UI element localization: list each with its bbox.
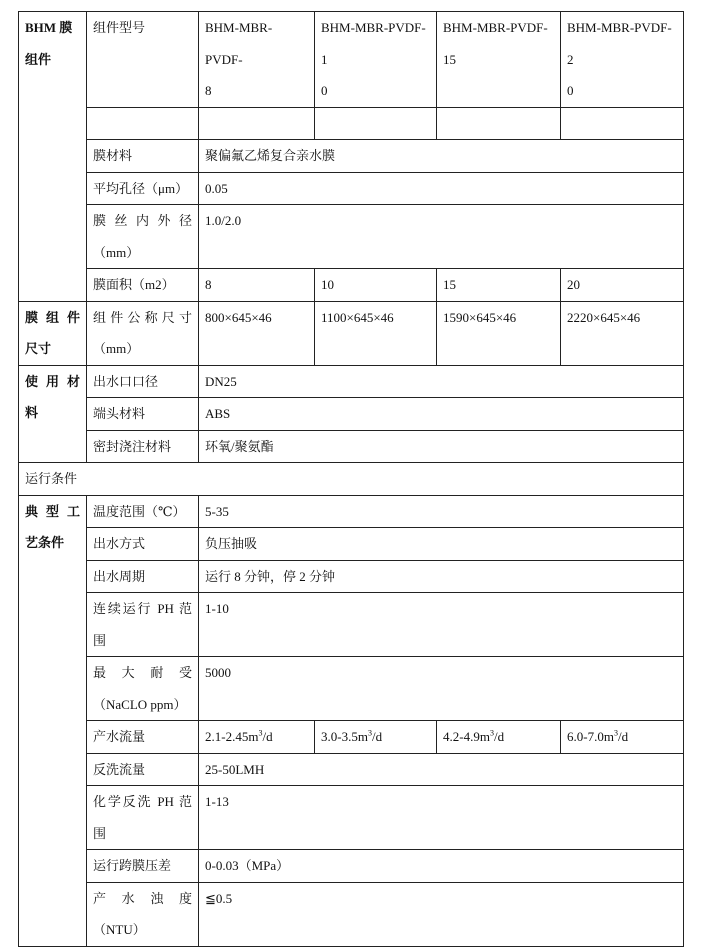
group-materials-line2: 料 (25, 405, 39, 420)
table-row-temperature (19, 495, 684, 528)
flow-rate-unit: m (603, 729, 614, 744)
model-value-20-line1: BHM-MBR-PVDF-2 (567, 20, 672, 67)
model-value-10-line2: 0 (321, 83, 328, 98)
flow-rate-unit-sup: 3 (258, 728, 263, 738)
max-naclo-label-line1: 最 大 耐 受 (93, 665, 192, 680)
empty-cell (315, 107, 437, 140)
chemical-ph-label (87, 786, 199, 850)
flow-rate-value (315, 721, 437, 754)
model-value-20-line2: 0 (567, 83, 574, 98)
continuous-ph-value: 1-10 (199, 593, 684, 657)
membrane-material-value: 聚偏氟乙烯复合亲水膜 (199, 140, 684, 173)
flow-rate-unit: m (248, 729, 259, 744)
table-row-chemical-ph (19, 786, 684, 850)
flow-rate-unit: m (479, 729, 490, 744)
flow-rate-unit-sup: 3 (367, 728, 372, 738)
turbidity-label-line2: （NTU） (93, 922, 146, 937)
table-row-membrane-area (19, 269, 684, 302)
model-value-8 (199, 12, 315, 108)
table-row-continuous-ph (19, 593, 684, 657)
table-row-membrane-material (19, 140, 684, 173)
group-process-line2: 艺条件 (25, 535, 65, 550)
fiber-diameter-label-line1: 膜 丝 内 外 径 (93, 213, 192, 228)
fiber-diameter-label-line2: （mm） (93, 244, 140, 260)
max-naclo-value: 5000 (199, 657, 684, 721)
model-value-15-line1: BHM-MBR-PVDF-15 (443, 20, 548, 67)
fiber-diameter-label (87, 205, 199, 269)
temperature-label: 温度范围（℃） (87, 495, 199, 528)
nominal-size-value: 1100×645×46 (315, 301, 437, 365)
table-row-discharge-cycle (19, 560, 684, 593)
group-operating: 运行条件 (19, 463, 684, 496)
table-row-empty (19, 107, 684, 140)
backwash-flow-label: 反洗流量 (87, 753, 199, 786)
membrane-area-label: 膜面积（m2） (87, 269, 199, 302)
flow-rate-unit-suffix: /d (493, 729, 505, 744)
flow-rate-value (561, 721, 684, 754)
group-size-line2: 尺寸 (25, 341, 52, 356)
pore-size-label: 平均孔径（μm） (87, 172, 199, 205)
table-row-end-material (19, 398, 684, 431)
table-row-model (19, 12, 684, 108)
flow-rate-number: 4.2-4.9 (443, 729, 480, 744)
table-row-discharge-mode (19, 528, 684, 561)
membrane-area-value: 8 (199, 269, 315, 302)
flow-rate-unit-suffix: /d (371, 729, 383, 744)
model-value-10-line1: BHM-MBR-PVDF-1 (321, 20, 426, 67)
end-material-label: 端头材料 (87, 398, 199, 431)
outlet-diameter-label: 出水口口径 (87, 365, 199, 398)
group-process-line1: 典 型 工 (25, 503, 80, 519)
empty-cell (199, 107, 315, 140)
turbidity-label-line1: 产 水 浊 度 (93, 890, 192, 906)
continuous-ph-label-line1: 连续运行 PH 范 (93, 601, 192, 616)
flow-rate-unit-suffix: /d (617, 729, 629, 744)
table-row-tmp (19, 850, 684, 883)
table-row-outlet-diameter (19, 365, 684, 398)
flow-rate-label: 产水流量 (87, 721, 199, 754)
turbidity-label (87, 882, 199, 946)
tmp-value: 0-0.03（MPa） (199, 850, 684, 883)
empty-cell (561, 107, 684, 140)
nominal-size-label-line2: （mm） (93, 341, 140, 356)
table-row-nominal-size (19, 301, 684, 365)
model-label: 组件型号 (87, 12, 199, 108)
model-value-8-line1: BHM-MBR-PVDF- (205, 20, 273, 67)
table-row-backwash-flow (19, 753, 684, 786)
membrane-area-value: 10 (315, 269, 437, 302)
spec-table (18, 11, 684, 947)
group-size (19, 301, 87, 365)
flow-rate-number: 6.0-7.0 (567, 729, 604, 744)
turbidity-value: ≦0.5 (199, 882, 684, 946)
group-module-line2: 组件 (25, 51, 52, 67)
flow-rate-number: 2.1-2.45 (205, 729, 249, 744)
continuous-ph-label-line2: 围 (93, 632, 107, 648)
temperature-value: 5-35 (199, 495, 684, 528)
flow-rate-unit-suffix: /d (262, 729, 273, 744)
group-module-line1: BHM 膜 (25, 20, 73, 35)
nominal-size-value: 2220×645×46 (561, 301, 684, 365)
discharge-cycle-value: 运行 8 分钟，停 2 分钟 (199, 560, 684, 593)
model-value-10 (315, 12, 437, 108)
chemical-ph-label-line1: 化学反洗 PH 范 (93, 794, 192, 809)
nominal-size-label (87, 301, 199, 365)
flow-rate-unit-sup: 3 (613, 728, 618, 738)
flow-rate-unit-sup: 3 (489, 728, 494, 738)
model-value-8-line2: 8 (205, 83, 212, 98)
fiber-diameter-value: 1.0/2.0 (199, 205, 684, 269)
group-materials (19, 365, 87, 463)
membrane-area-value: 15 (437, 269, 561, 302)
backwash-flow-value: 25-50LMH (199, 753, 684, 786)
tmp-label: 运行跨膜压差 (87, 850, 199, 883)
continuous-ph-label (87, 593, 199, 657)
discharge-cycle-label: 出水周期 (87, 560, 199, 593)
max-naclo-label-line2: （NaCLO ppm） (93, 696, 187, 712)
table-row-max-naclo (19, 657, 684, 721)
group-process (19, 495, 87, 946)
table-row-turbidity (19, 882, 684, 946)
empty-cell (87, 107, 199, 140)
flow-rate-unit: m (357, 729, 368, 744)
max-naclo-label (87, 657, 199, 721)
table-row-flow-rate (19, 721, 684, 754)
model-value-20 (561, 12, 684, 108)
table-row-pore-size (19, 172, 684, 205)
group-size-line1: 膜 组 件 (25, 309, 80, 325)
membrane-area-value: 20 (561, 269, 684, 302)
table-row-operating (19, 463, 684, 496)
group-materials-line1: 使 用 材 (25, 373, 80, 389)
potting-material-value: 环氧/聚氨酯 (199, 430, 684, 463)
table-row-fiber-diameter (19, 205, 684, 269)
potting-material-label: 密封浇注材料 (87, 430, 199, 463)
flow-rate-number: 3.0-3.5 (321, 729, 358, 744)
empty-cell (437, 107, 561, 140)
chemical-ph-value: 1-13 (199, 786, 684, 850)
nominal-size-value: 800×645×46 (199, 301, 315, 365)
pore-size-value: 0.05 (199, 172, 684, 205)
outlet-diameter-value: DN25 (199, 365, 684, 398)
flow-rate-value (199, 721, 315, 754)
table-row-potting-material (19, 430, 684, 463)
discharge-mode-value: 负压抽吸 (199, 528, 684, 561)
chemical-ph-label-line2: 围 (93, 825, 107, 841)
end-material-value: ABS (199, 398, 684, 431)
group-module (19, 12, 87, 302)
discharge-mode-label: 出水方式 (87, 528, 199, 561)
nominal-size-label-line1: 组 件 公 称 尺 寸 (93, 309, 192, 325)
model-value-15 (437, 12, 561, 108)
membrane-material-label: 膜材料 (87, 140, 199, 173)
flow-rate-value (437, 721, 561, 754)
nominal-size-value: 1590×645×46 (437, 301, 561, 365)
